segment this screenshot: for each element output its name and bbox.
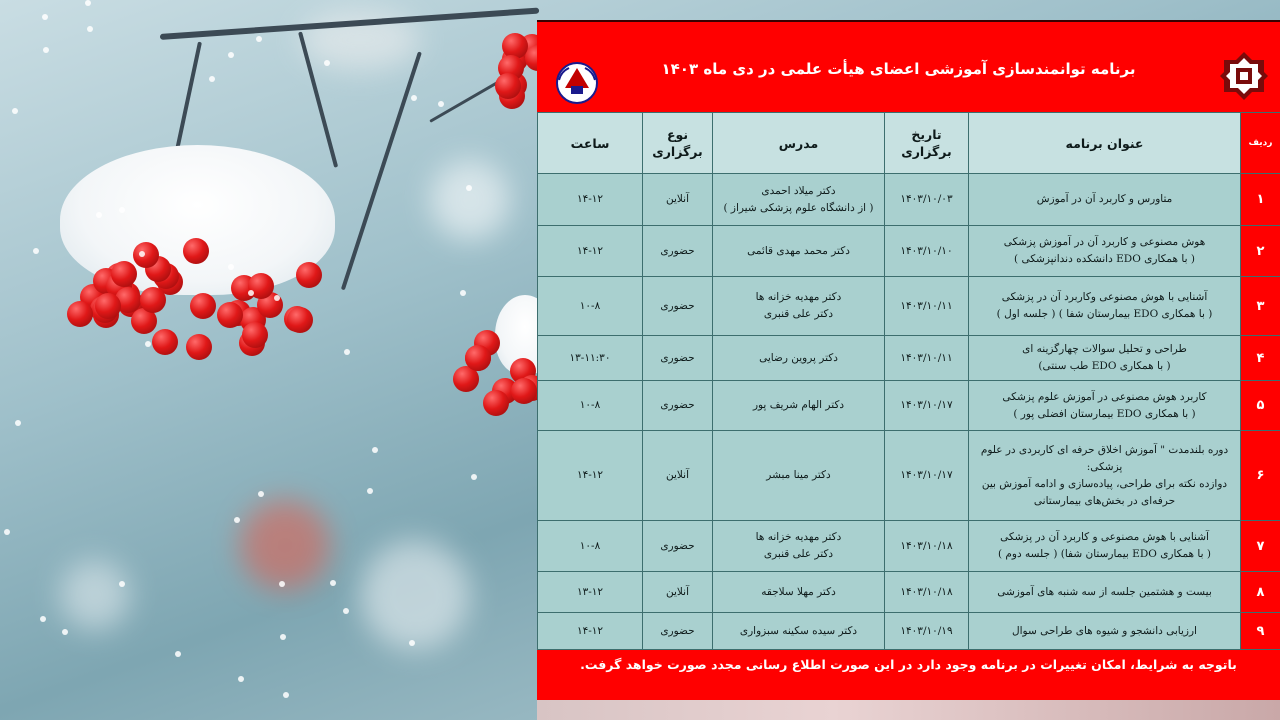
program-title	[969, 277, 1241, 336]
program-title-line: ارزیابی دانشجو و شیوه های طراحی سوال	[1012, 624, 1197, 637]
table-row	[538, 277, 1280, 336]
program-title-line: آشنایی با هوش مصنوعی و کاربرد آن در پزشکی	[1000, 531, 1209, 543]
program-title	[969, 521, 1241, 572]
berry	[152, 329, 178, 355]
schedule-panel	[537, 20, 1280, 700]
berry	[140, 287, 166, 313]
row-number	[1241, 572, 1280, 613]
row-number-line: ۴	[1256, 350, 1265, 366]
program-title-line: کاربرد هوش مصنوعی در آموزش علوم پزشکی	[1002, 390, 1207, 403]
snowflake	[279, 581, 285, 587]
snowflake	[256, 36, 262, 42]
program-date-line: ۱۴۰۳/۱۰/۱۷	[900, 399, 953, 411]
program-teacher	[713, 521, 885, 572]
snowflake	[238, 676, 244, 682]
berry	[495, 73, 521, 99]
snowflake	[209, 76, 215, 82]
berry	[465, 345, 491, 371]
panel-header	[537, 20, 1280, 112]
program-teacher-line: دکتر سیده سکینه سبزواری	[739, 624, 858, 637]
berry	[296, 262, 322, 288]
snowflake	[460, 290, 466, 296]
program-type-line: حضوری	[660, 299, 695, 312]
column-header-type: نوع برگزاری	[643, 113, 713, 174]
program-type-line: حضوری	[660, 624, 695, 637]
program-date-line: ۱۴۰۳/۱۰/۱۱	[900, 351, 953, 364]
berry	[186, 334, 212, 360]
row-number-line: ۱	[1256, 192, 1265, 207]
snowflake	[4, 529, 10, 535]
snowflake	[33, 248, 39, 254]
program-title-line: آشنایی با هوش مصنوعی وکاربرد آن در پزشکی	[1001, 291, 1208, 303]
snowflake	[411, 95, 417, 101]
snowflake	[228, 52, 234, 58]
snowflake	[324, 60, 330, 66]
program-teacher-line: دکتر مینا مبشر	[766, 469, 831, 481]
bokeh-light	[430, 160, 510, 240]
snowflake	[280, 634, 286, 640]
program-time-line: ۱۰-۸	[579, 399, 601, 411]
snowflake	[344, 349, 350, 355]
program-teacher-line: دکتر میلاد احمدی	[761, 184, 836, 197]
program-type-line: حضوری	[660, 399, 695, 411]
program-type-line: آنلاین	[665, 193, 690, 205]
program-title	[969, 174, 1241, 226]
row-number-line: ۹	[1256, 623, 1265, 639]
row-number	[1241, 381, 1280, 431]
snowflake	[234, 517, 240, 523]
program-date	[885, 521, 969, 572]
program-title-line: ( با همکاری EDO بیمارستان شفا ) ( جلسه اول )	[996, 308, 1213, 320]
program-teacher-line: دکتر محمد مهدی قائمی	[747, 244, 850, 257]
bokeh-light	[60, 560, 130, 630]
program-date	[885, 277, 969, 336]
table-row	[538, 174, 1280, 226]
program-time	[538, 226, 643, 277]
branch	[341, 51, 422, 290]
column-header-teacher: مدرس	[713, 113, 885, 174]
program-time-line: ۱۴-۱۲	[576, 624, 604, 637]
program-date-line: ۱۴۰۳/۱۰/۱۷	[900, 469, 953, 481]
program-teacher	[713, 431, 885, 521]
row-number	[1241, 226, 1280, 277]
program-teacher-line: دکتر مهلا سلاجقه	[761, 585, 836, 598]
program-type-line: حضوری	[660, 244, 695, 257]
table-row	[538, 431, 1280, 521]
row-number-line: ۲	[1256, 243, 1265, 259]
program-time	[538, 381, 643, 431]
program-title-line: ( با همکاری EDO دانشکده دندانپزشکی )	[1014, 253, 1195, 265]
snowflake	[466, 185, 472, 191]
program-date-line: ۱۴۰۳/۱۰/۱۱	[900, 299, 953, 312]
program-time	[538, 336, 643, 381]
program-date	[885, 174, 969, 226]
program-title-line: هوش مصنوعی و کاربرد آن در آموزش پزشکی	[1003, 236, 1206, 248]
program-type-line: آنلاین	[665, 585, 690, 598]
program-teacher	[713, 277, 885, 336]
program-title	[969, 226, 1241, 277]
program-teacher-line: ( از دانشگاه علوم پزشکی شیراز )	[723, 201, 874, 214]
column-header-time: ساعت	[538, 113, 643, 174]
bokeh-light	[240, 500, 330, 590]
snowflake	[258, 491, 264, 497]
snowflake	[139, 251, 145, 257]
program-time	[538, 572, 643, 613]
program-title-line: ( با همکاری EDO طب سنتی)	[1038, 360, 1171, 372]
snowflake	[175, 651, 181, 657]
berry	[287, 307, 313, 333]
footer-note: باتوجه به شرایط، امکان تغییرات در برنامه وجود دارد در این صورت اطلاع رسانی مجدد صورت خواهد گرفت.	[580, 657, 1237, 672]
branch	[175, 42, 202, 150]
program-teacher-line: دکتر الهام شریف پور	[752, 399, 845, 411]
program-title-line: ( با همکاری EDO بیمارستان افضلی پور )	[1013, 407, 1196, 420]
program-date	[885, 381, 969, 431]
snowflake	[274, 295, 280, 301]
program-teacher-line: دکتر مهدیه خزانه ها	[755, 531, 842, 543]
snowflake	[119, 207, 125, 213]
program-date	[885, 336, 969, 381]
program-date	[885, 226, 969, 277]
program-teacher	[713, 174, 885, 226]
program-type	[643, 336, 713, 381]
background-photo	[0, 0, 540, 720]
university-emblem-icon	[1218, 50, 1270, 102]
program-time-line: ۱۴-۱۲	[576, 193, 604, 205]
schedule-table-wrap	[537, 112, 1280, 639]
program-type-line: آنلاین	[665, 469, 690, 481]
program-title	[969, 336, 1241, 381]
program-title-line: طراحی و تحلیل سوالات چهارگزینه ای	[1022, 343, 1187, 355]
table-row	[538, 336, 1280, 381]
snowflake	[12, 108, 18, 114]
snowflake	[145, 341, 151, 347]
column-header-title: عنوان برنامه	[969, 113, 1241, 174]
berry	[190, 293, 216, 319]
snowflake	[42, 14, 48, 20]
program-time	[538, 277, 643, 336]
snowflake	[438, 101, 444, 107]
row-number	[1241, 336, 1280, 381]
program-time-line: ۱۳-۱۱:۳۰	[569, 351, 611, 364]
program-date	[885, 431, 969, 521]
table-row	[538, 226, 1280, 277]
program-date-line: ۱۴۰۳/۱۰/۰۳	[900, 193, 953, 205]
snowflake	[96, 212, 102, 218]
program-title-line: دوره بلندمدت " آموزش اخلاق حرفه ای کاربردی در علوم پزشکی:	[980, 443, 1229, 473]
snowflake	[15, 420, 21, 426]
program-date-line: ۱۴۰۳/۱۰/۱۸	[900, 539, 953, 552]
edo-logo-icon	[551, 58, 603, 108]
program-time-line: ۱۴-۱۲	[576, 244, 604, 257]
snowflake	[43, 47, 49, 53]
program-type	[643, 226, 713, 277]
row-number-line: ۸	[1256, 584, 1265, 600]
snowflake	[372, 447, 378, 453]
program-type	[643, 521, 713, 572]
snowflake	[409, 640, 415, 646]
program-time-line: ۱۰-۸	[579, 299, 601, 312]
snowflake	[228, 264, 234, 270]
row-number	[1241, 174, 1280, 226]
snowflake	[248, 290, 254, 296]
berry	[67, 301, 93, 327]
program-time-line: ۱۰-۸	[579, 539, 601, 552]
snowflake	[343, 608, 349, 614]
row-number-line: ۷	[1256, 538, 1265, 554]
berry	[242, 322, 268, 348]
program-teacher	[713, 381, 885, 431]
program-time-line: ۱۳-۱۲	[576, 585, 604, 598]
snowflake	[283, 692, 289, 698]
schedule-table	[537, 112, 1280, 650]
program-teacher	[713, 226, 885, 277]
table-row	[538, 521, 1280, 572]
berry	[95, 293, 121, 319]
row-number-line: ۵	[1256, 398, 1265, 413]
program-type	[643, 381, 713, 431]
program-type	[643, 277, 713, 336]
column-header-date: تاریخ برگزاری	[885, 113, 969, 174]
bokeh-light	[360, 540, 470, 650]
snowflake	[40, 616, 46, 622]
program-type-line: حضوری	[660, 351, 695, 364]
page-title: برنامه توانمندسازی آموزشی اعضای هیأت علمی در دی ماه ۱۴۰۳	[661, 60, 1136, 78]
program-type	[643, 431, 713, 521]
snowflake	[85, 0, 91, 6]
row-number-line: ۳	[1256, 298, 1265, 314]
program-teacher	[713, 336, 885, 381]
program-title	[969, 381, 1241, 431]
bottom-strip	[537, 700, 1280, 720]
row-number	[1241, 521, 1280, 572]
program-date-line: ۱۴۰۳/۱۰/۱۸	[900, 585, 953, 598]
program-type-line: حضوری	[660, 539, 695, 552]
berry	[183, 238, 209, 264]
program-time	[538, 521, 643, 572]
berry	[483, 390, 509, 416]
program-date	[885, 572, 969, 613]
program-title	[969, 431, 1241, 521]
berry	[217, 302, 243, 328]
program-title	[969, 572, 1241, 613]
program-teacher-line: دکتر پروین رضایی	[759, 351, 838, 364]
row-number	[1241, 277, 1280, 336]
program-title-line: ( با همکاری EDO بیمارستان شفا) ( جلسه دوم )	[998, 548, 1211, 560]
snowflake	[471, 474, 477, 480]
snowflake	[330, 580, 336, 586]
table-header-row	[538, 113, 1280, 174]
column-header-row: ردیف	[1241, 113, 1280, 174]
table-row	[538, 572, 1280, 613]
table-row	[538, 381, 1280, 431]
snowflake	[119, 581, 125, 587]
program-time	[538, 431, 643, 521]
snowflake	[367, 488, 373, 494]
program-date-line: ۱۴۰۳/۱۰/۱۰	[900, 244, 953, 257]
row-number-line: ۶	[1256, 468, 1265, 483]
snowflake	[62, 629, 68, 635]
program-date-line: ۱۴۰۳/۱۰/۱۹	[900, 624, 953, 637]
program-title-line: متاورس و کاربرد آن در آموزش	[1036, 193, 1173, 205]
program-teacher-line: دکتر مهدیه خزانه ها	[755, 291, 842, 303]
berry	[133, 242, 159, 268]
program-title-line: دوازده نکته برای طراحی، پیاده‌سازی و ادامه آموزش بین حرفه‌ای در بخش‌های بیمارستانی	[981, 477, 1228, 507]
program-type	[643, 572, 713, 613]
panel-footer	[537, 635, 1280, 700]
program-teacher	[713, 572, 885, 613]
program-title-line: بیست و هشتمین جلسه از سه شنبه های آموزشی	[997, 585, 1212, 598]
program-time	[538, 174, 643, 226]
program-teacher-line: دکتر علی قنبری	[763, 548, 834, 560]
program-time-line: ۱۴-۱۲	[576, 469, 604, 481]
snowflake	[87, 26, 93, 32]
row-number	[1241, 431, 1280, 521]
program-type	[643, 174, 713, 226]
program-teacher-line: دکتر علی قنبری	[763, 308, 834, 320]
